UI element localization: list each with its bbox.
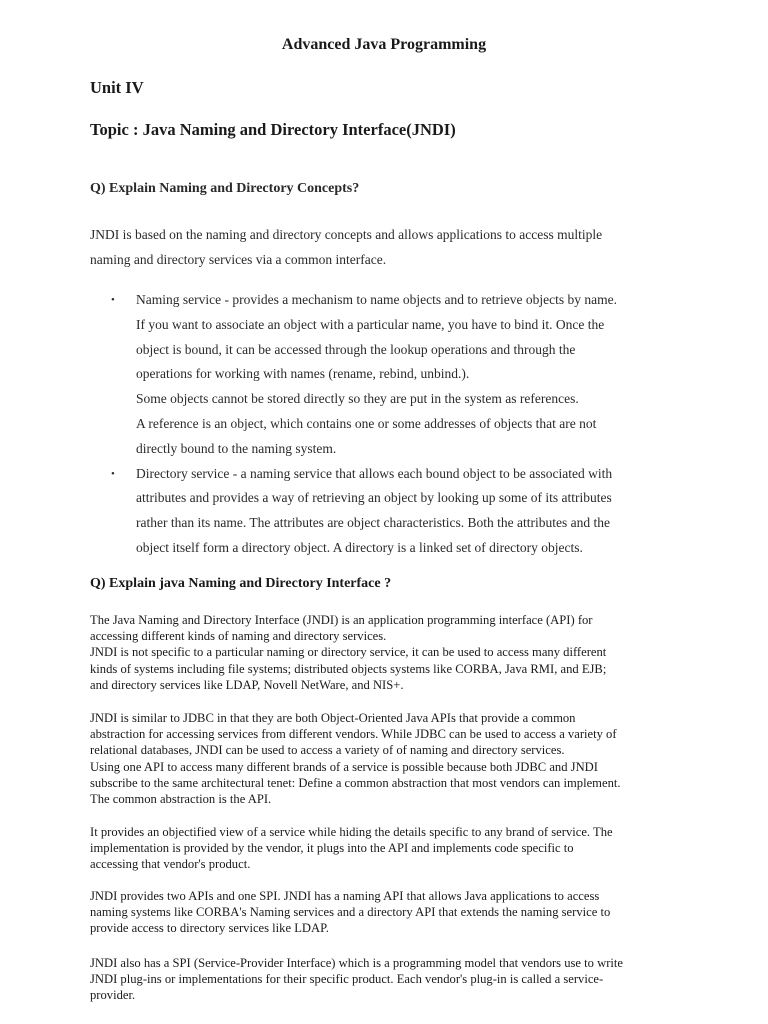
bullet-line: rather than its name. The attributes are object characteristics. Both the attributes and the: [136, 515, 610, 531]
bullet-line: A reference is an object, which contains one or some addresses of objects that are not: [136, 415, 597, 431]
paragraph-line: accessing that vendor's product.: [90, 857, 251, 872]
objectified-view-paragraph: [90, 824, 690, 873]
question-2-heading: Q) Explain java Naming and Directory Interface ?: [90, 576, 392, 591]
bullet-line: directly bound to the naming system.: [136, 440, 337, 456]
paragraph-line: kinds of systems including file systems; distributed objects systems like CORBA, Java RMI, and EJB;: [90, 661, 607, 676]
paragraph-line: JNDI is similar to JDBC in that they are both Object-Oriented Java APIs that provide a common: [90, 711, 576, 725]
paragraph-line: Using one API to access many different brands of a service is possible because both JDBC and JNDI: [90, 759, 598, 774]
topic-heading: Topic : Java Naming and Directory Interface(JNDI): [90, 120, 456, 139]
paragraph-line: JNDI is not specific to a particular naming or directory service, it can be used to access many different: [90, 645, 607, 660]
paragraph-line: implementation is provided by the vendor, it plugs into the API and implements code specific to: [90, 841, 574, 856]
paragraph-line: JNDI provides two APIs and one SPI. JNDI has a naming API that allows Java applications to access: [90, 889, 600, 903]
bullet-line: If you want to associate an object with a particular name, you have to bind it. Once the: [136, 316, 605, 332]
bullet-line: object is bound, it can be accessed through the lookup operations and through the: [136, 341, 576, 357]
paragraph-line: relational databases, JNDI can be used to access a variety of of naming and directory services.: [90, 743, 565, 758]
intro-line: JNDI is based on the naming and directory concepts and allows applications to access multiple: [90, 227, 603, 242]
intro-paragraph: [90, 222, 690, 272]
bullet-line: Naming service - provides a mechanism to name objects and to retrieve objects by name.: [136, 292, 617, 307]
bullet-line: Directory service - a naming service that allows each bound object to be associated with: [136, 465, 613, 481]
paragraph-line: and directory services like LDAP, Novell NetWare, and NIS+.: [90, 677, 404, 692]
naming-service-bullet: [90, 288, 690, 462]
apis-spi-paragraph: [90, 888, 690, 937]
bullet-icon: •: [111, 467, 115, 480]
paragraph-line: abstraction for accessing services from different vendors. While JDBC can be used to access a variety of: [90, 727, 617, 742]
bullet-line: operations for working with names (rename, rebind, unbind.).: [136, 366, 470, 382]
paragraph-line: The common abstraction is the API.: [90, 792, 272, 807]
spi-paragraph: [90, 955, 690, 1004]
intro-line: naming and directory services via a common interface.: [90, 252, 387, 267]
bullet-line: Some objects cannot be stored directly so they are put in the system as references.: [136, 391, 579, 407]
paragraph-line: The Java Naming and Directory Interface (JNDI) is an application programming interface (API) for: [90, 613, 593, 627]
jdbc-comparison-paragraph: [90, 710, 690, 807]
bullet-line: attributes and provides a way of retrieving an object by looking up some of its attributes: [136, 490, 612, 506]
paragraph-line: JNDI plug-ins or implementations for their specific product. Each vendor's plug-in is called a service-: [90, 972, 604, 987]
paragraph-line: accessing different kinds of naming and directory services.: [90, 629, 387, 644]
directory-service-bullet: [90, 462, 690, 561]
paragraph-line: provider.: [90, 988, 136, 1003]
bullet-line: object itself form a directory object. A directory is a linked set of directory objects.: [136, 539, 583, 555]
document-title: Advanced Java Programming: [281, 36, 487, 53]
paragraph-line: It provides an objectified view of a service while hiding the details specific to any brand of service. The: [90, 825, 613, 839]
paragraph-line: subscribe to the same architectural tenet: Define a common abstraction that most vendors can implement.: [90, 775, 621, 790]
concept-bullet-list: [90, 288, 690, 561]
paragraph-line: naming systems like CORBA's Naming services and a directory API that extends the naming service to: [90, 905, 611, 920]
paragraph-line: provide access to directory services like LDAP.: [90, 921, 329, 936]
question-1-heading: Q) Explain Naming and Directory Concepts?: [90, 181, 360, 196]
unit-heading: Unit IV: [90, 78, 144, 97]
paragraph-line: JNDI also has a SPI (Service-Provider Interface) which is a programming model that vendors use to write: [90, 956, 623, 970]
jndi-definition-paragraph: [90, 612, 690, 693]
bullet-icon: •: [111, 294, 115, 306]
